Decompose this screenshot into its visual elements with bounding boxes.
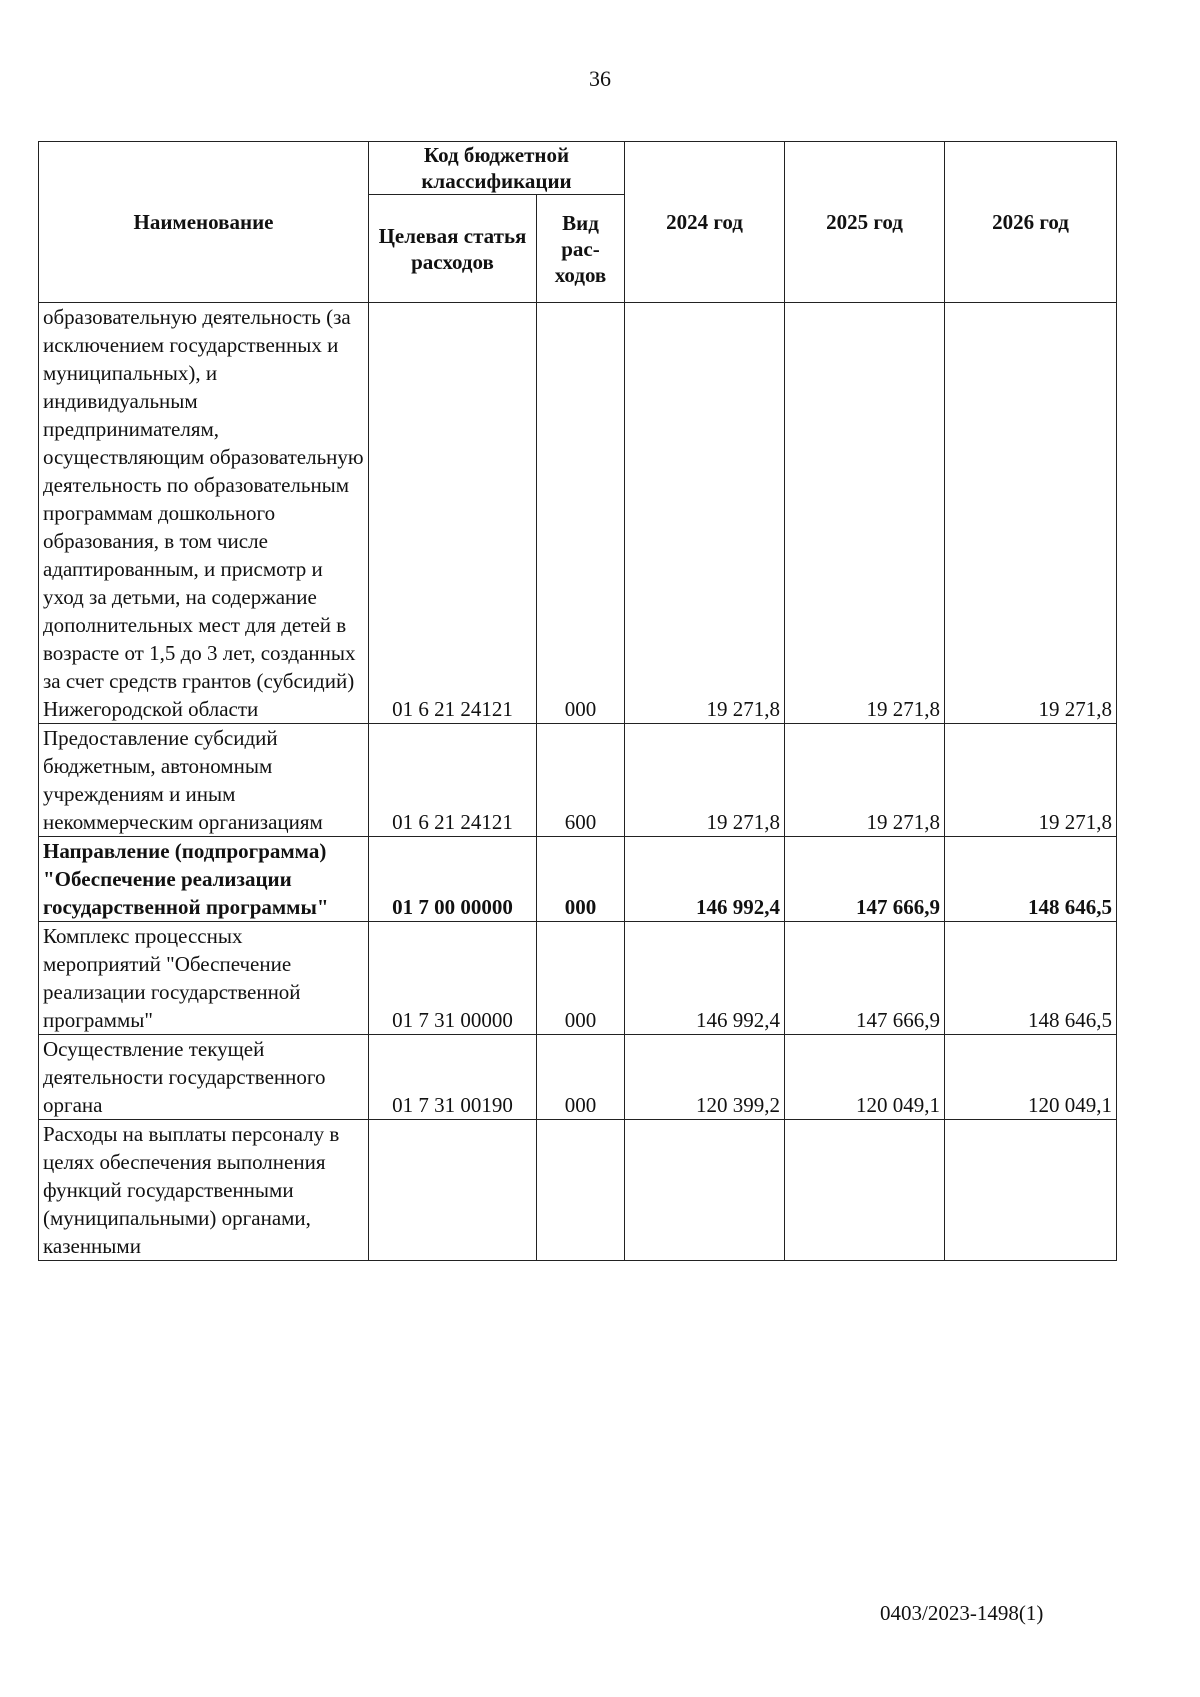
row-value-2025: 147 666,9 bbox=[785, 837, 945, 922]
row-target-code: 01 6 21 24121 bbox=[369, 724, 537, 837]
row-value-2025: 147 666,9 bbox=[785, 922, 945, 1035]
row-value-2024: 146 992,4 bbox=[625, 837, 785, 922]
page-number: 36 bbox=[589, 66, 611, 91]
budget-table bbox=[38, 141, 1117, 1261]
row-name: Комплекс процессных мероприятий "Обеспечение реализации государственной программы" bbox=[39, 922, 369, 1035]
header-year-2026: 2026 год bbox=[945, 142, 1117, 303]
row-value-2026: 19 271,8 bbox=[945, 724, 1117, 837]
table-row bbox=[39, 1035, 1117, 1120]
document-id: 0403/2023-1498(1) bbox=[880, 1601, 1044, 1625]
row-name: Направление (подпрограмма) "Обеспечение реализации государственной программы" bbox=[39, 837, 369, 922]
row-target-code: 01 7 31 00000 bbox=[369, 922, 537, 1035]
row-expense-type: 000 bbox=[537, 922, 625, 1035]
row-value-2026: 148 646,5 bbox=[945, 922, 1117, 1035]
row-value-2025: 19 271,8 bbox=[785, 724, 945, 837]
header-name: Наименование bbox=[39, 142, 369, 303]
row-value-2026 bbox=[945, 1120, 1117, 1261]
row-value-2025 bbox=[785, 1120, 945, 1261]
header-year-2025: 2025 год bbox=[785, 142, 945, 303]
row-name: Расходы на выплаты персоналу в целях обеспечения выполнения функций государственными (муниципальными) органами, казенными bbox=[39, 1120, 369, 1261]
table-row bbox=[39, 922, 1117, 1035]
row-value-2026: 19 271,8 bbox=[945, 303, 1117, 724]
row-expense-type: 000 bbox=[537, 303, 625, 724]
row-name: образовательную деятельность (за исключением государственных и муниципальных), и индивидуальным предпринимателям, осуществляющим образовательную деятельность по образовательным программам дошкольного образования, в том числе адаптированным, и присмотр и уход за детьми, на содержание дополнительных мест для детей в возрасте от 1,5 до 3 лет, созданных за счет средств грантов (субсидий) Нижегородской области bbox=[39, 303, 369, 724]
header-target-article: Целевая статья расходов bbox=[369, 195, 537, 303]
table-row bbox=[39, 303, 1117, 724]
row-value-2024: 146 992,4 bbox=[625, 922, 785, 1035]
row-value-2024: 19 271,8 bbox=[625, 303, 785, 724]
header-budget-code-group: Код бюджетной классификации bbox=[369, 142, 625, 195]
row-value-2026: 120 049,1 bbox=[945, 1035, 1117, 1120]
row-value-2024 bbox=[625, 1120, 785, 1261]
table-row bbox=[39, 1120, 1117, 1261]
table-row bbox=[39, 724, 1117, 837]
row-value-2025: 120 049,1 bbox=[785, 1035, 945, 1120]
row-expense-type: 000 bbox=[537, 837, 625, 922]
row-target-code bbox=[369, 1120, 537, 1261]
row-value-2024: 19 271,8 bbox=[625, 724, 785, 837]
row-target-code: 01 6 21 24121 bbox=[369, 303, 537, 724]
table-row bbox=[39, 837, 1117, 922]
row-value-2025: 19 271,8 bbox=[785, 303, 945, 724]
row-value-2026: 148 646,5 bbox=[945, 837, 1117, 922]
row-name: Предоставление субсидий бюджетным, автономным учреждениям и иным некоммерческим организациям bbox=[39, 724, 369, 837]
row-expense-type bbox=[537, 1120, 625, 1261]
row-target-code: 01 7 00 00000 bbox=[369, 837, 537, 922]
row-target-code: 01 7 31 00190 bbox=[369, 1035, 537, 1120]
header-year-2024: 2024 год bbox=[625, 142, 785, 303]
row-expense-type: 600 bbox=[537, 724, 625, 837]
header-expense-type: Вид рас-ходов bbox=[537, 195, 625, 303]
row-expense-type: 000 bbox=[537, 1035, 625, 1120]
row-name: Осуществление текущей деятельности государственного органа bbox=[39, 1035, 369, 1120]
row-value-2024: 120 399,2 bbox=[625, 1035, 785, 1120]
